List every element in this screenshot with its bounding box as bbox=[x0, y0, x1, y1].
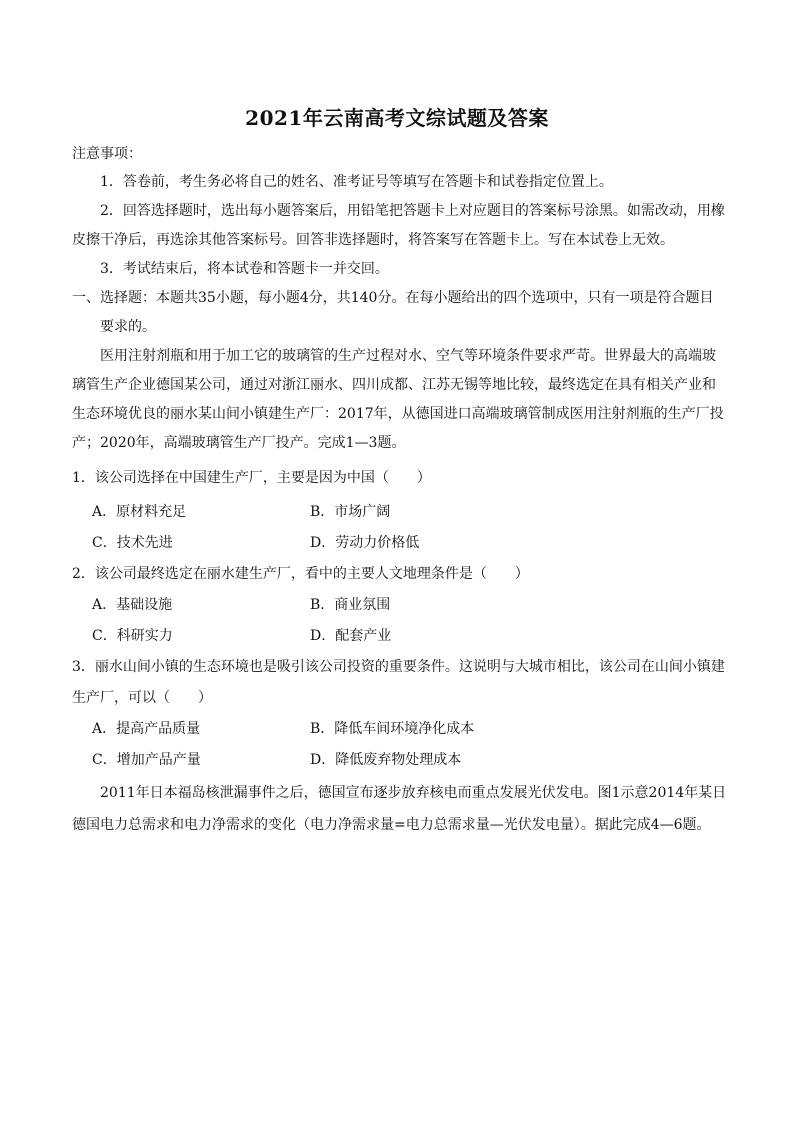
passage-1-line-1: 医用注射剂瓶和用于加工它的玻璃管的生产过程对水、空气等环境条件要求严苛。世界最大的高端玻 bbox=[100, 348, 716, 364]
question-1-option-b: B．市场广阔 bbox=[310, 504, 391, 520]
question-1-stem: 1．该公司选择在中国建生产厂，主要是因为中国（ ） bbox=[72, 470, 431, 486]
question-1-option-c: C．技术先进 bbox=[92, 535, 173, 551]
passage-1-line-2: 璃管生产企业德国某公司，通过对浙江丽水、四川成都、江苏无锡等地比较，最终选定在具有相关产业和 bbox=[72, 377, 716, 393]
passage-1-line-4: 产；2020年，高端玻璃管生产厂投产。完成1—3题。 bbox=[72, 435, 406, 451]
notice-item-2-line-1: 2．回答选择题时，选出每小题答案后，用铅笔把答题卡上对应题目的答案标号涂黑。如需改动，用橡 bbox=[100, 203, 725, 219]
question-2-option-a: A．基础设施 bbox=[92, 597, 173, 613]
section-heading-line-1: 一、选择题：本题共35小题，每小题4分，共140分。在每小题给出的四个选项中，只有一项是符合题目 bbox=[72, 290, 714, 306]
question-1-option-a: A．原材料充足 bbox=[92, 504, 187, 520]
section-heading-line-2: 要求的。 bbox=[100, 319, 156, 335]
notice-heading: 注意事项： bbox=[72, 146, 142, 162]
document-title: 2021年云南高考文综试题及答案 bbox=[245, 106, 549, 130]
question-2-option-b: B．商业氛围 bbox=[310, 597, 391, 613]
passage-2-line-2: 德国电力总需求和电力净需求的变化（电力净需求量=电力总需求量—光伏发电量）。据此完成4—6题。 bbox=[72, 817, 711, 833]
question-3-option-d: D．降低废弃物处理成本 bbox=[310, 752, 462, 768]
question-3-option-a: A．提高产品质量 bbox=[92, 721, 201, 737]
passage-1-line-3: 生态环境优良的丽水某山间小镇建生产厂：2017年，从德国进口高端玻璃管制成医用注射剂瓶的生产厂投 bbox=[72, 406, 724, 422]
question-2-option-d: D．配套产业 bbox=[310, 628, 392, 644]
question-3-stem-line-1: 3．丽水山间小镇的生态环境也是吸引该公司投资的重要条件。这说明与大城市相比，该公司在山间小镇建 bbox=[72, 659, 725, 675]
notice-item-1: 1．答卷前，考生务必将自己的姓名、准考证号等填写在答题卡和试卷指定位置上。 bbox=[100, 174, 613, 190]
notice-item-2-line-2: 皮擦干净后，再选涂其他答案标号。回答非选择题时，将答案写在答题卡上。写在本试卷上无效。 bbox=[72, 232, 674, 248]
passage-2-line-1: 2011年日本福岛核泄漏事件之后，德国宣布逐步放弃核电而重点发展光伏发电。图1示意2014年某日 bbox=[100, 785, 727, 801]
question-2-option-c: C．科研实力 bbox=[92, 628, 173, 644]
question-3-option-b: B．降低车间环境净化成本 bbox=[310, 721, 475, 737]
question-3-stem-line-2: 生产厂，可以（ ） bbox=[72, 690, 212, 706]
question-3-option-c: C．增加产品产量 bbox=[92, 752, 201, 768]
question-2-stem: 2．该公司最终选定在丽水建生产厂，看中的主要人文地理条件是（ ） bbox=[72, 566, 529, 582]
notice-item-3: 3．考试结束后，将本试卷和答题卡一并交回。 bbox=[100, 261, 389, 277]
question-1-option-d: D．劳动力价格低 bbox=[310, 535, 420, 551]
